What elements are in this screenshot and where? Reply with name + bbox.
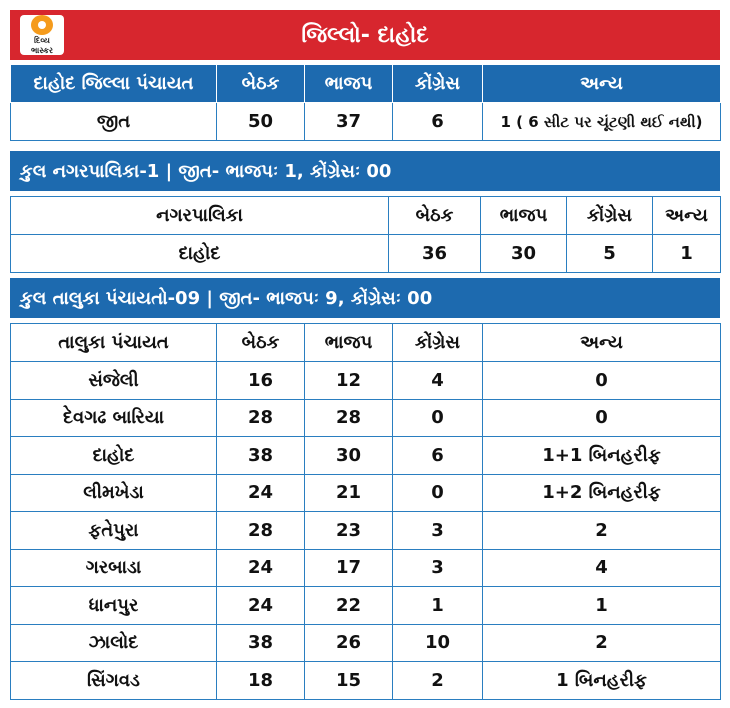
table-cell: 28	[217, 512, 305, 550]
table-cell: 17	[305, 549, 393, 587]
table-row	[11, 474, 721, 512]
column-header: ભાજપ	[305, 65, 393, 103]
table-row	[11, 362, 721, 400]
table-cell: ગરબાડા	[11, 549, 217, 587]
column-header: અન્ય	[653, 197, 721, 235]
table-cell: 4	[483, 549, 721, 587]
table-cell: 36	[389, 235, 481, 273]
table-cell: 50	[217, 103, 305, 141]
table-cell: દાહોદ	[11, 437, 217, 475]
taluka-panchayat-table	[10, 323, 721, 700]
column-header: કોંગ્રેસ	[393, 324, 483, 362]
page-title: જિલ્લો- દાહોદ	[301, 22, 429, 48]
municipality-summary-band: કુલ નગરપાલિકા-1 | જીત- ભાજપઃ 1, કોંગ્રેસઃ 00	[10, 151, 720, 191]
title-bar	[10, 10, 720, 60]
divya-bhaskar-logo	[20, 15, 64, 55]
table-row	[11, 549, 721, 587]
table-cell: 1	[653, 235, 721, 273]
table-cell: સિંગવડ	[11, 662, 217, 700]
table-cell: 1+2 બિનહરીફ	[483, 474, 721, 512]
table-cell: 37	[305, 103, 393, 141]
table-cell: 38	[217, 437, 305, 475]
column-header: ભાજપ	[305, 324, 393, 362]
table-header-row	[11, 197, 721, 235]
municipality-table	[10, 196, 721, 273]
table-cell: 3	[393, 549, 483, 587]
table-row	[11, 512, 721, 550]
table-cell: 22	[305, 587, 393, 625]
table-row	[11, 624, 721, 662]
table-cell: 3	[393, 512, 483, 550]
column-header: કોંગ્રેસ	[393, 65, 483, 103]
table-row	[11, 235, 721, 273]
district-panchayat-table	[10, 64, 721, 141]
table-cell: 10	[393, 624, 483, 662]
table-cell: 23	[305, 512, 393, 550]
logo-text-line1: દિવ્ય	[34, 36, 50, 45]
table-header-row	[11, 65, 721, 103]
table-cell: 0	[393, 399, 483, 437]
column-header: ભાજપ	[481, 197, 567, 235]
table-cell: 38	[217, 624, 305, 662]
table-row	[11, 103, 721, 141]
column-header: બેઠક	[217, 324, 305, 362]
table-cell: 6	[393, 437, 483, 475]
table-cell: ઝાલોદ	[11, 624, 217, 662]
sun-icon	[31, 15, 53, 35]
table-cell: 6	[393, 103, 483, 141]
table-cell: 1+1 બિનહરીફ	[483, 437, 721, 475]
table-cell: 28	[305, 399, 393, 437]
table-cell: 2	[483, 624, 721, 662]
table-cell: 24	[217, 474, 305, 512]
table-cell: ફતેપુરા	[11, 512, 217, 550]
table-cell: 24	[217, 549, 305, 587]
column-header: અન્ય	[483, 65, 721, 103]
column-header: નગરપાલિકા	[11, 197, 389, 235]
table-cell: 30	[305, 437, 393, 475]
column-header: દાહોદ જિલ્લા પંચાયત	[11, 65, 217, 103]
table-cell: 15	[305, 662, 393, 700]
table-cell: 0	[393, 474, 483, 512]
table-cell: 5	[567, 235, 653, 273]
table-cell: 0	[483, 399, 721, 437]
table-cell: 4	[393, 362, 483, 400]
column-header: અન્ય	[483, 324, 721, 362]
table-cell: 28	[217, 399, 305, 437]
table-cell: 21	[305, 474, 393, 512]
table-cell: 1 ( 6 સીટ પર ચૂંટણી થઈ નથી)	[483, 103, 721, 141]
table-cell: 26	[305, 624, 393, 662]
table-row	[11, 437, 721, 475]
table-cell: 24	[217, 587, 305, 625]
column-header: બેઠક	[217, 65, 305, 103]
table-cell: 1	[483, 587, 721, 625]
table-cell: 2	[483, 512, 721, 550]
table-cell: 1	[393, 587, 483, 625]
table-cell: સંજેલી	[11, 362, 217, 400]
table-cell: 18	[217, 662, 305, 700]
table-cell: દાહોદ	[11, 235, 389, 273]
table-header-row	[11, 324, 721, 362]
table-cell: 12	[305, 362, 393, 400]
table-cell: દેવગઢ બારિયા	[11, 399, 217, 437]
table-cell: 30	[481, 235, 567, 273]
column-header: તાલુકા પંચાયત	[11, 324, 217, 362]
table-cell: જીત	[11, 103, 217, 141]
column-header: કોંગ્રેસ	[567, 197, 653, 235]
table-cell: 1 બિનહરીફ	[483, 662, 721, 700]
table-row	[11, 662, 721, 700]
table-cell: 0	[483, 362, 721, 400]
logo-text-line2: ભાસ્કર	[30, 46, 54, 55]
taluka-summary-band: કુલ તાલુકા પંચાયતો-09 | જીત- ભાજપઃ 9, કોંગ્રેસઃ 00	[10, 278, 720, 318]
table-cell: 2	[393, 662, 483, 700]
table-row	[11, 399, 721, 437]
table-row	[11, 587, 721, 625]
table-cell: ધાનપુર	[11, 587, 217, 625]
table-cell: 16	[217, 362, 305, 400]
column-header: બેઠક	[389, 197, 481, 235]
table-cell: લીમખેડા	[11, 474, 217, 512]
